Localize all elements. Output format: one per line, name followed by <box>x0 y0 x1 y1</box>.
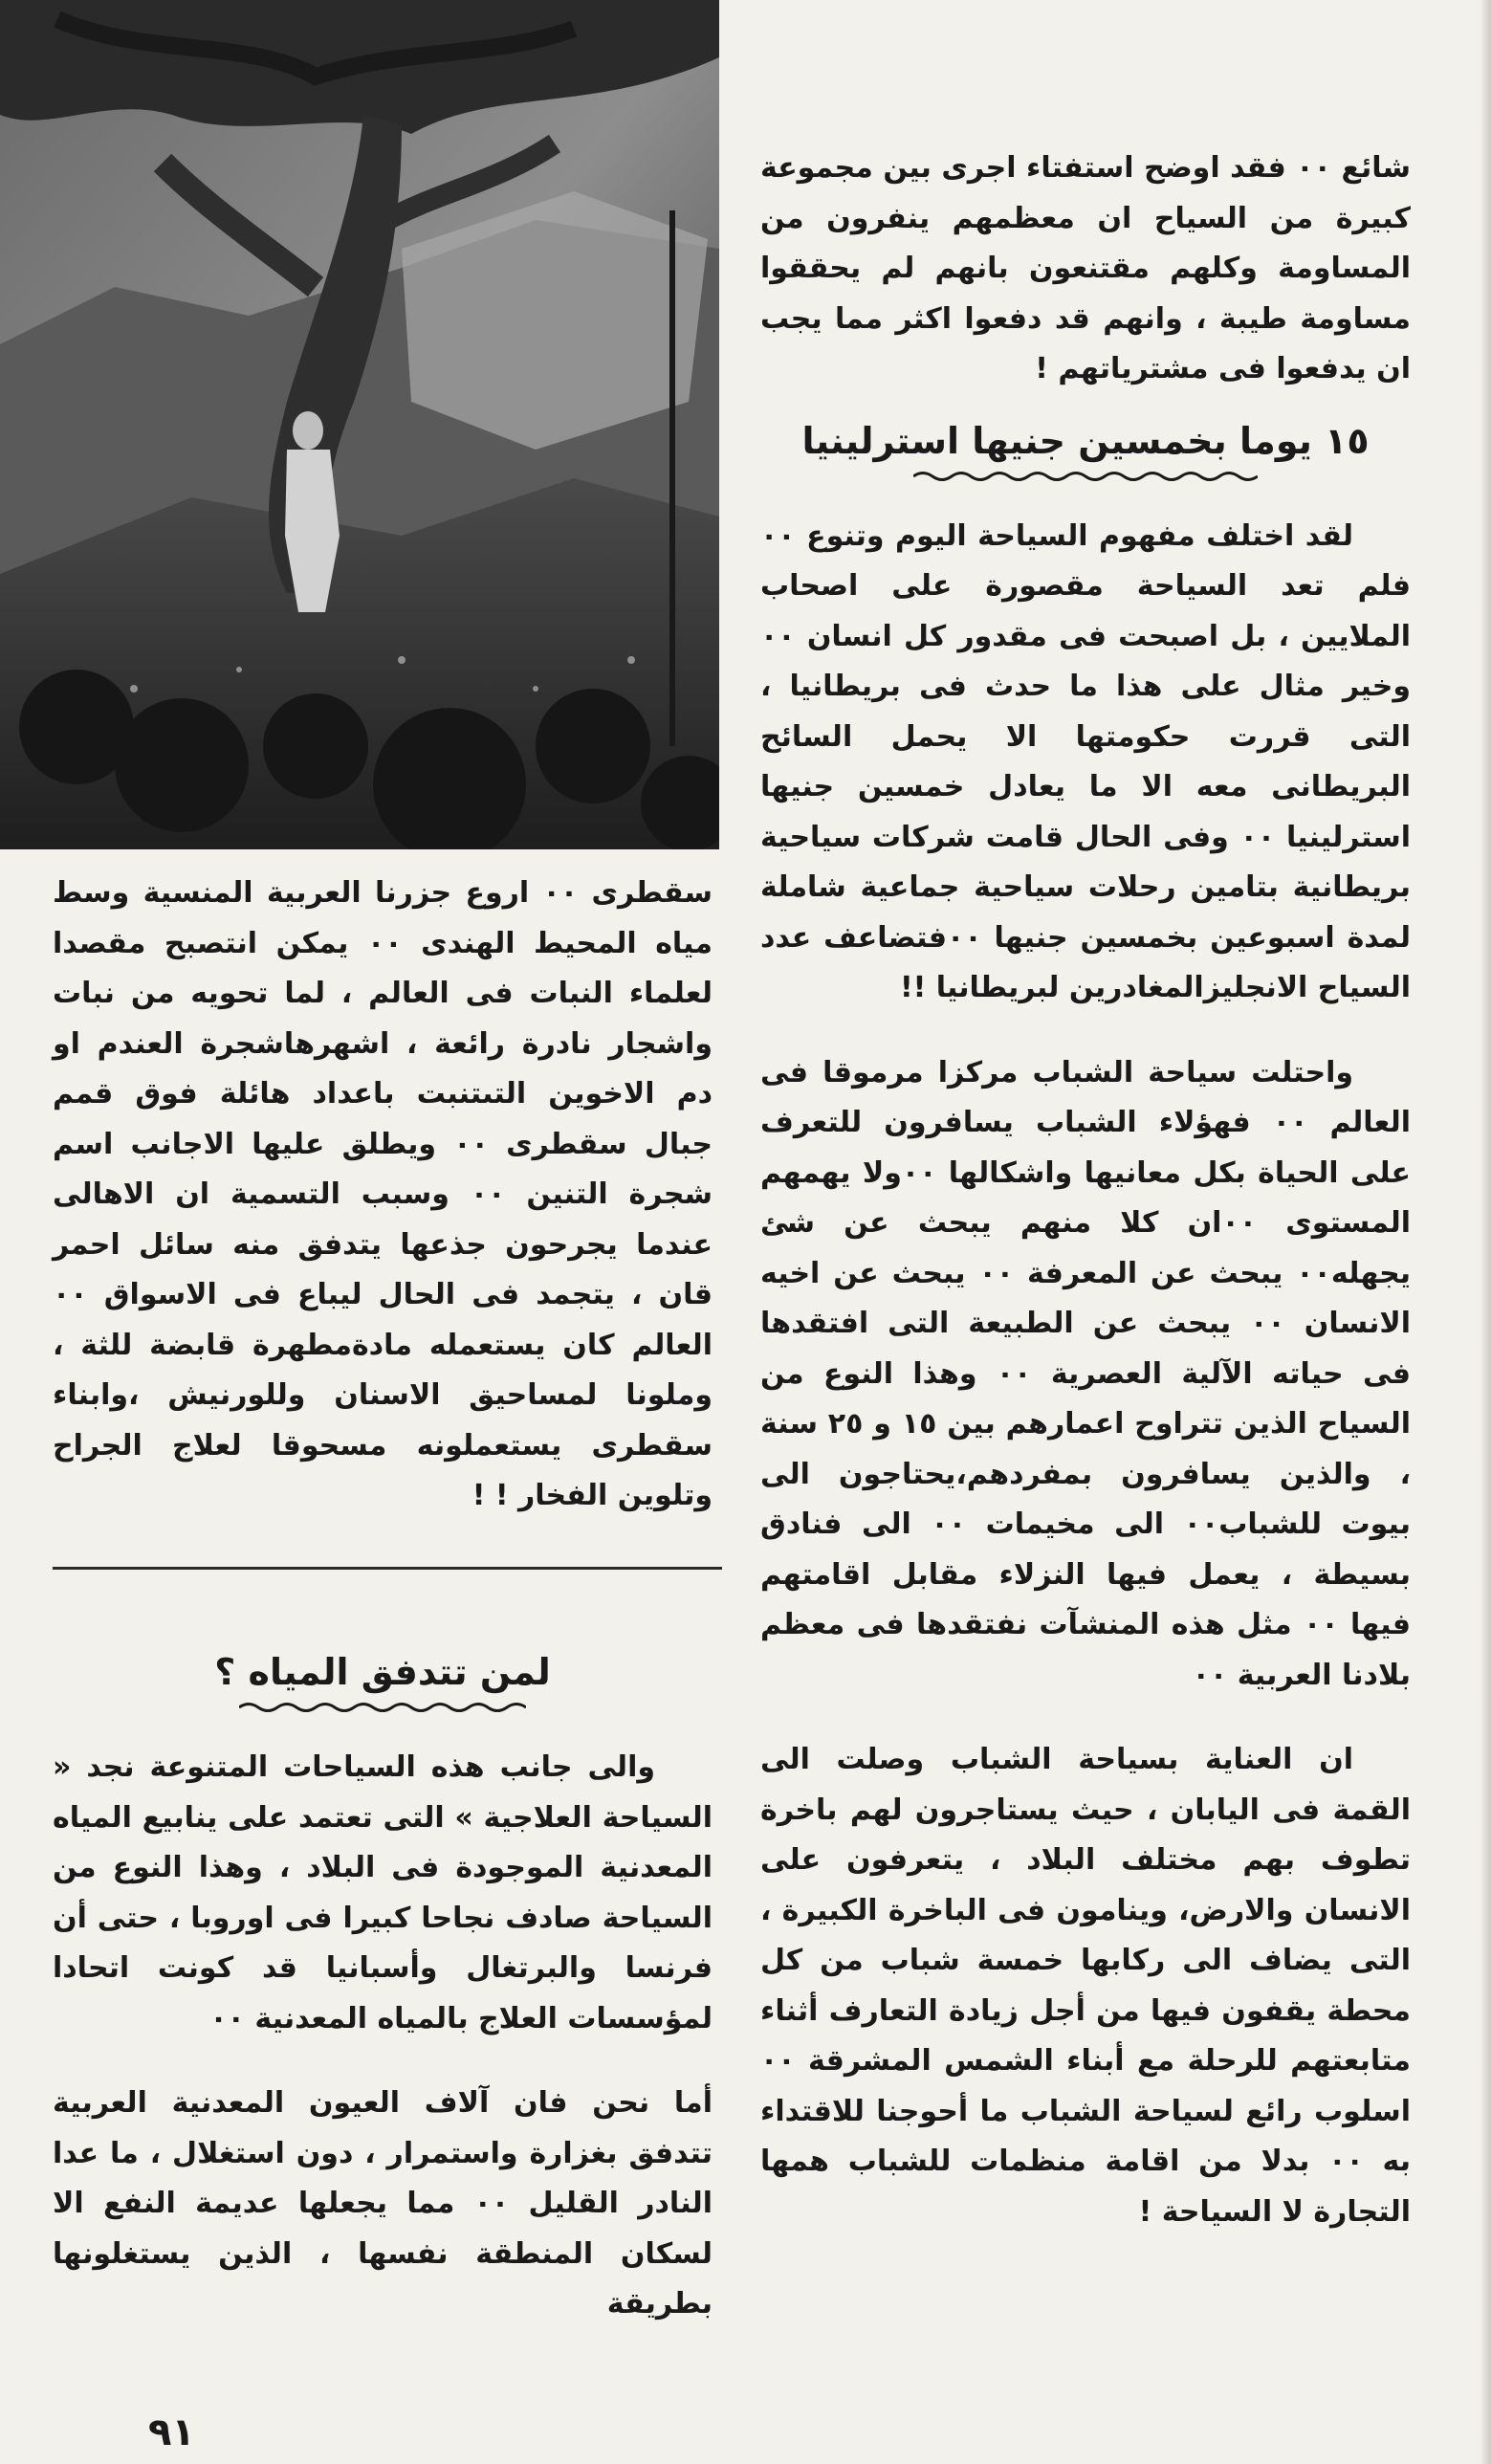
right-paragraph-1: شائع ٠٠ فقد اوضح استفتاء اجرى بين مجموعة كبيرة من السياح ان معظمهم ينفرون من المساومة وكلهم مقتنعون بانهم لم يحققوا مساومة طيبة ، وانهم قد دفعوا اكثر مما يجب ان يدفعوا فى مشترياتهم ! <box>760 151 1412 385</box>
dragon-tree-photo <box>0 0 719 849</box>
left-heading-block <box>53 1645 713 1714</box>
section-divider <box>53 1567 722 1570</box>
right-column <box>760 143 1411 2237</box>
wavy-underline-icon <box>239 1701 526 1714</box>
photo-caption: سقطرى ٠٠ اروع جزرنا العربية المنسية وسط مياه المحيط الهندى ٠٠ يمكن انتصبح مقصدا لعلماء النبات فى العالم ، لما تحويه من نبات واشجار نادرة رائعة ، اشهرهاشجرة العندم او دم الاخوين التىتنبت باعداد هائلة فوق قمم جبال سقطرى ٠٠ ويطلق عليها الاجانب اسم شجرة التنين ٠٠ وسبب التسمية ان الاهالى عندما يجرحون جذعها يتدفق منه سائل احمر قان ، يتجمد فى الحال ليباع فى الاسواق ٠٠ العالم كان يستعمله مادةمطهرة قابضة للثة ، وملونا لمساحيق الاسنان وللورنيش ،وابناء سقطرى يستعملونه مسحوقا لعلاج الجراح وتلوين الفخار ! ! <box>53 876 713 1512</box>
tree-illustration <box>0 0 719 849</box>
wavy-underline-icon <box>913 470 1258 483</box>
right-heading-block <box>760 414 1411 483</box>
right-paragraph-3: واحتلت سياحة الشباب مركزا مرموقا فى العالم ٠٠ فهؤلاء الشباب يسافرون للتعرف على الحياة بكل معانيها واشكالها ٠٠ولا يهمهم المستوى ٠٠ان كلا منهم يبحث عن شئ يجهله٠٠ يبحث عن المعرفة ٠٠ يبحث عن اخيه الانسان ٠٠ يبحث عن الطبيعة التى افتقدها فى حياته الآلية العصرية ٠٠ وهذا النوع من السياح الذين تتراوح اعمارهم بين ١٥ و ٢٥ سنة ، والذين يسافرون بمفردهم،يحتاجون الى بيوت للشباب٠٠ الى مخيمات ٠٠ الى فنادق بسيطة ، يعمل فيها النزلاء مقابل اقامتهم فيها ٠٠ مثل هذه المنشآت نفتقدها فى معظم بلادنا العربية ٠٠ <box>760 1055 1412 1692</box>
left-paragraph-1: والى جانب هذه السياحات المتنوعة نجد « السياحة العلاجية » التى تعتمد على ينابيع المياه المعدنية الموجودة فى البلاد ، وهذا النوع من السياحة صادف نجاحا كبيرا فى اوروبا ، حتى أن فرنسا والبرتغال وأسبانيا قد كونت اتحادا لمؤسسات العلاج بالمياه المعدنية ٠٠ <box>53 1750 713 2035</box>
section-heading-water: لمن تتدفق المياه ؟ <box>214 1651 551 1693</box>
page-number: ٩١ <box>148 2410 195 2454</box>
left-column <box>53 1626 713 2330</box>
photo-caption-block <box>53 869 713 1522</box>
right-paragraph-4: ان العناية بسياحة الشباب وصلت الى القمة فى اليابان ، حيث يستاجرون لهم باخرة تطوف بهم مختلف البلاد ، يتعرفون على الانسان والارض، وينامون فى الباخرة الكبيرة ، التى يضاف الى ركابها خمسة شباب من كل محطة يقفون فيها من أجل زيادة التعارف أثناء متابعتهم للرحلة مع أبناء الشمس المشرقة ٠٠ اسلوب رائع لسياحة الشباب ما أحوجنا للاقتداء به ٠٠ بدلا من اقامة منظمات للشباب همها التجارة لا السياحة ! <box>760 1743 1411 2229</box>
left-paragraph-2: أما نحن فان آلاف العيون المعدنية العربية تتدفق بغزارة واستمرار ، دون استغلال ، ما عدا النادر القليل ٠٠ مما يجعلها عديمة النفع الا لسكان المنطقة نفسها ، الذين يستغلونها بطريقة <box>53 2086 713 2321</box>
section-heading-budget-tourism: ١٥ يوما بخمسين جنيها استرلينيا <box>801 419 1370 462</box>
right-paragraph-2: لقد اختلف مفهوم السياحة اليوم وتنوع ٠٠ فلم تعد السياحة مقصورة على اصحاب الملايين ، بل اصبحت فى مقدور كل انسان ٠٠ وخير مثال على هذا ما حدث فى بريطانيا ، التى قررت حكومتها الا يحمل السائح البريطانى معه الا ما يعادل خمسين جنيها استرلينيا ٠٠ وفى الحال قامت شركات سياحية بريطانية بتامين رحلات سياحية جماعية شاملة لمدة اسبوعين بخمسين جنيها ٠٠فتضاعف عدد السياح الانجليزالمغادرين لبريطانيا !! <box>760 518 1411 1004</box>
page-edge-shadow <box>1480 0 1491 2464</box>
